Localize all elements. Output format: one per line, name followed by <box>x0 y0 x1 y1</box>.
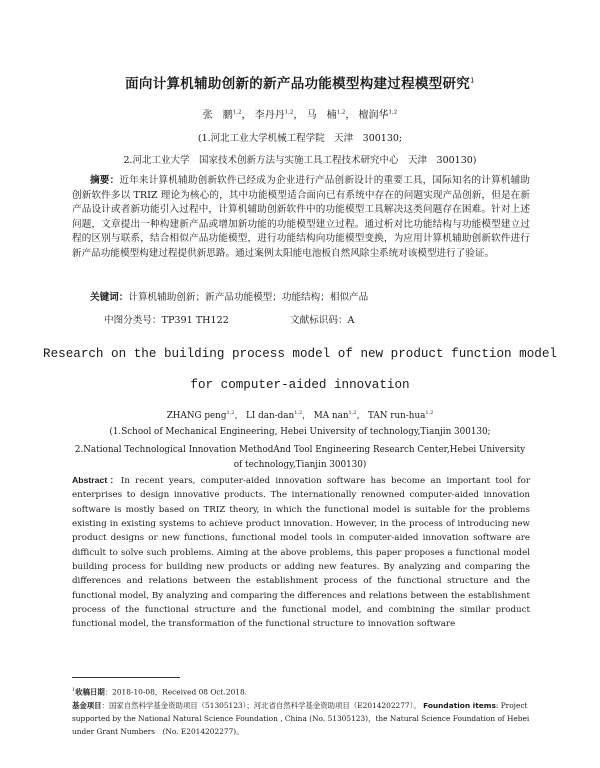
fund-text: ：国家自然科学基金资助项目（51305123）；河北省自然科学基金资助项目（E2014202277）。 <box>101 700 421 710</box>
author-name: 张 鹏 <box>202 110 233 121</box>
chinese-keywords <box>90 289 368 303</box>
footnotes <box>72 684 532 738</box>
author-name: 马 楠 <box>306 110 337 121</box>
author-name: TAN run-hua <box>368 411 426 421</box>
english-abstract <box>72 473 530 632</box>
chinese-title-text: 面向计算机辅助创新的新产品功能模型构建过程模型研究 <box>125 76 471 92</box>
author-name: ZHANG peng <box>166 411 227 421</box>
title-footnote-mark: 1 <box>470 76 475 85</box>
received-text: ：2018-10-08，Received 08 Oct.2018. <box>104 687 248 697</box>
author-affiliation-mark: 1,2 <box>294 410 303 417</box>
chinese-affiliation-2: 2.河北工业大学 国家技术创新方法与实施工具工程技术研究中心 天津 300130) <box>123 155 477 166</box>
author-affiliation-mark: 1,2 <box>388 109 398 116</box>
author-name: MA nan <box>313 411 349 421</box>
received-date-note <box>72 684 532 699</box>
fund-english-text: : Project supported by the National Natural Science Foundation , China (No. 51305123)，the Natural Science Foundation of Hebei under Grant Numbers (No. E2014202277)。 <box>72 700 530 737</box>
author-name: 檀润华 <box>358 110 389 121</box>
classification-number: 中图分类号：TP391 TH122 <box>104 315 229 326</box>
chinese-keywords-text: 计算机辅助创新；新产品功能模型；功能结构；相似产品 <box>128 292 369 303</box>
english-abstract-label: Abstract： <box>72 475 121 485</box>
received-footnote-mark: 1 <box>72 687 76 693</box>
english-title-line-2: for computer-aided innovation <box>190 378 410 392</box>
author-name: LI dan-dan <box>246 411 295 421</box>
received-label: 收稿日期 <box>75 687 105 697</box>
author-name: 李丹丹 <box>254 110 285 121</box>
author-affiliation-mark: 1,2 <box>284 109 294 116</box>
english-authors: ZHANG peng$^{1,2}$， LI dan-dan$^{1,2}$， MA nan$^{1,2}$， TAN run-hua$^{1,2}$ <box>166 410 434 421</box>
author-affiliation-mark: 1,2 <box>226 410 235 417</box>
chinese-affiliation-1: (1.河北工业大学机械工程学院 天津 300130; <box>197 133 403 144</box>
fund-label: 基金项目 <box>72 700 102 710</box>
english-affiliation-2: 2.National Technological Innovation MethodAnd Tool Engineering Research Center,Hebei University of technology,Tianjin 300130) <box>74 445 526 470</box>
author-affiliation-mark: 1,2 <box>232 109 242 116</box>
author-affiliation-mark: 1,2 <box>348 410 357 417</box>
author-affiliation-mark: 1,2 <box>425 410 434 417</box>
chinese-abstract-label: 摘要： <box>90 175 120 186</box>
english-affiliation-1: (1.School of Mechanical Engineering, Hebei University of technology,Tianjin 300130; <box>109 427 491 437</box>
chinese-title <box>0 72 600 92</box>
english-title-line-1: Research on the building process model of new product function model <box>43 347 557 361</box>
chinese-abstract-text: 近年来计算机辅助创新软件已经成为企业进行产品创新设计的重要工具，国际知名的计算机辅助创新软件多以 TRIZ 理论为核心的，其中功能模型适合面向已有系统中存在的问题实现产品创新，但是在新产品设计或者新功能引入过程中，计算机辅助创新软件中的功能模型工具解决这类问题存在困难。针对上述问题，文章提出一种构建新产品或增加新功能的功能模型建立过程。通过析对比功能结构与功能模型建立过程的区别与联系，结合相似产品功能模型，进行功能结构向功能模型变换，为应用计算机辅助创新软件进行新产品功能模型构建过程提供新思路。通过案例太阳能电池板自然风除尘系统对该模型进行了验证。 <box>72 175 531 259</box>
english-abstract-text: In recent years, computer-aided innovation software has become an important tool for enterprises to design innovative products. The internationally renowned computer-aided innovation software is mostly based on TRIZ theory, in which the functional model is suitable for the problems existing in existing systems to achieve product innovation. However, in the process of introducing new product designs or new functions, functional model tools in computer-aided innovation software are difficult to solve such problems. Aiming at the above problems, this paper proposes a functional model building process for building new products or adding new features. By analyzing and comparing the differences and relations between the establishment process of the functional structure and the functional model, By analyzing and comparing the differences and relations between the establishment process of the functional structure and the functional model, and combining the similar product functional model, the transformation of the functional structure to innovation software <box>72 476 530 630</box>
document-code: 文献标识码：A <box>290 315 355 326</box>
funding-note <box>72 699 532 739</box>
author-affiliation-mark: 1,2 <box>336 109 346 116</box>
fund-english-label: Foundation items <box>423 700 496 710</box>
footnote-divider <box>72 677 180 678</box>
chinese-keywords-label: 关键词： <box>90 292 129 303</box>
chinese-authors: 张 鹏$^{1,2}$， 李丹丹$^{1,2}$， 马 楠$^{1,2}$， 檀润华$^{1,2}$ <box>202 109 398 121</box>
chinese-abstract <box>72 174 530 262</box>
